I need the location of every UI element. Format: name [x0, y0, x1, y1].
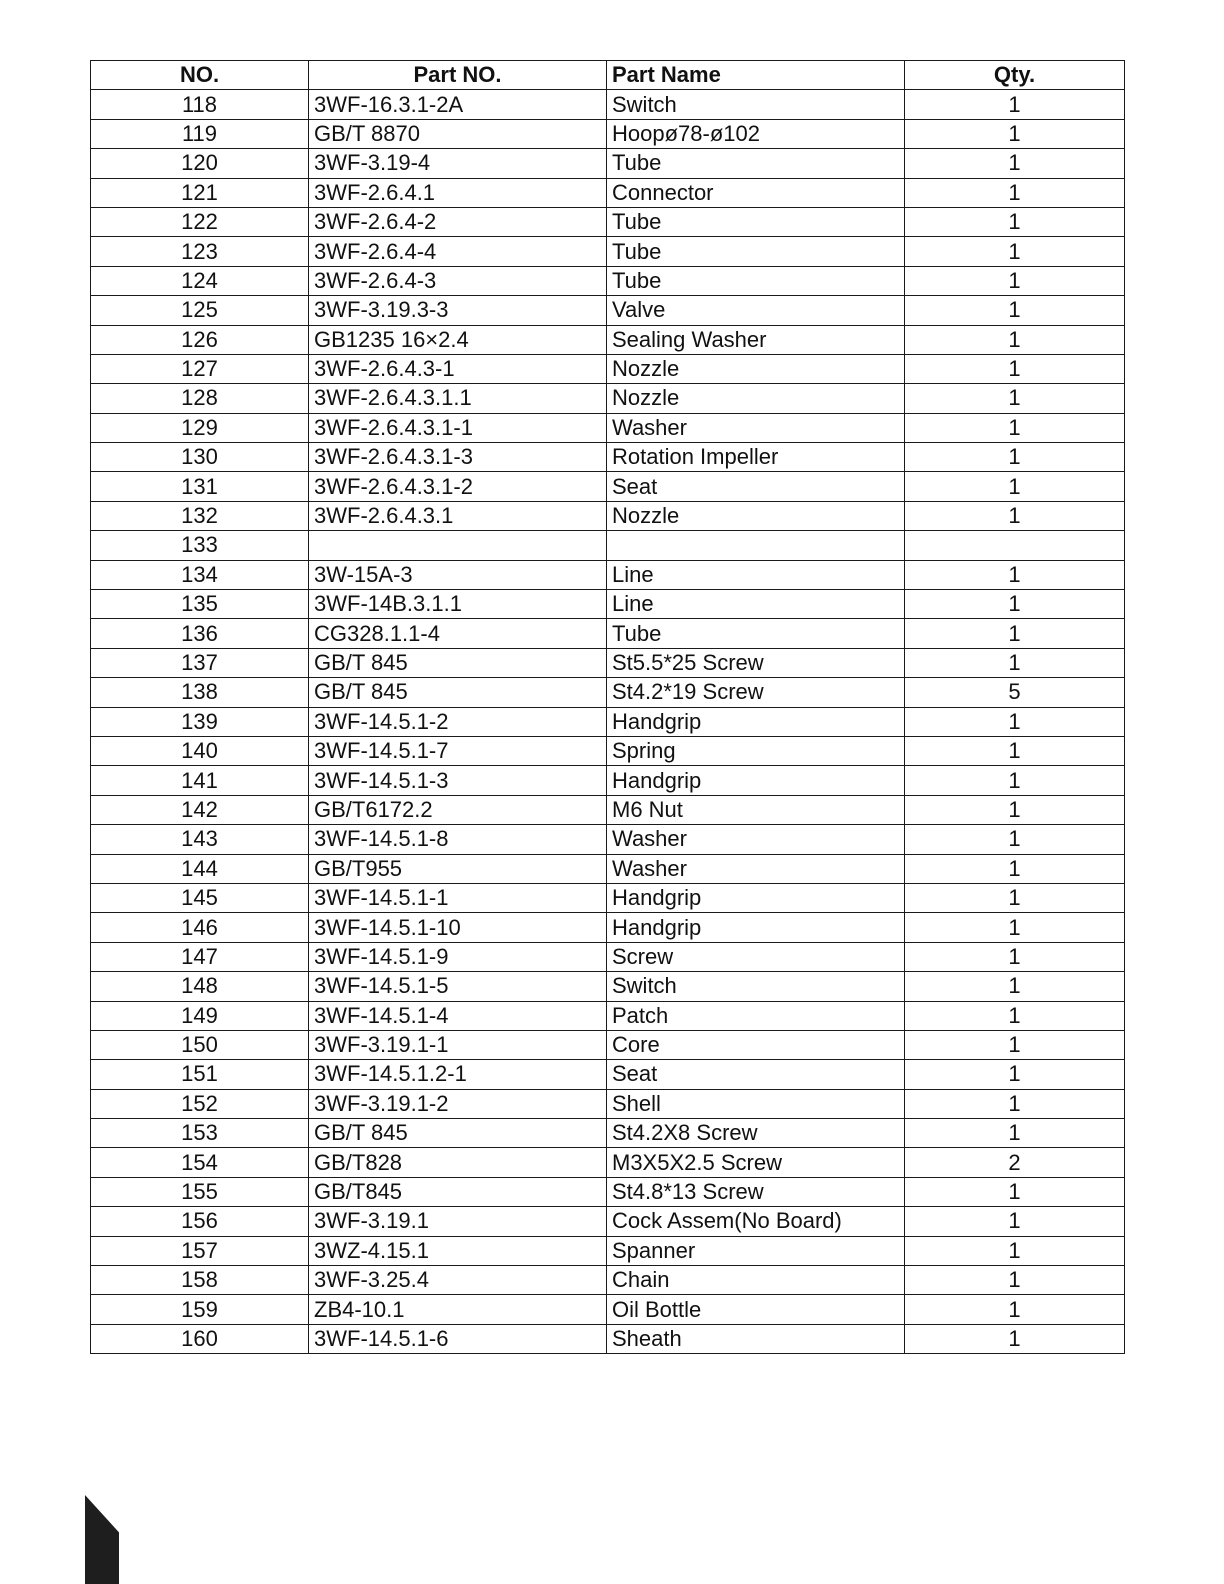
- cell-qty: 1: [905, 972, 1125, 1001]
- cell-part-no: 3WF-14B.3.1.1: [309, 590, 607, 619]
- cell-no: 143: [91, 825, 309, 854]
- cell-qty: 1: [905, 237, 1125, 266]
- cell-part-no: 3WF-3.19.1-2: [309, 1089, 607, 1118]
- cell-no: 124: [91, 266, 309, 295]
- cell-qty: 1: [905, 472, 1125, 501]
- cell-part-name: Handgrip: [607, 883, 905, 912]
- table-row: [91, 678, 1125, 707]
- cell-part-no: 3WF-2.6.4.3-1: [309, 354, 607, 383]
- table-row: [91, 1207, 1125, 1236]
- table-row: [91, 413, 1125, 442]
- table-row: [91, 384, 1125, 413]
- table-row: [91, 883, 1125, 912]
- table-row: [91, 707, 1125, 736]
- cell-no: 129: [91, 413, 309, 442]
- table-row: [91, 325, 1125, 354]
- cell-part-no: 3WF-14.5.1-4: [309, 1001, 607, 1030]
- cell-part-no: CG328.1.1-4: [309, 619, 607, 648]
- table-row: [91, 766, 1125, 795]
- cell-part-no: 3WF-3.19.1: [309, 1207, 607, 1236]
- cell-qty: 1: [905, 296, 1125, 325]
- cell-part-no: 3WF-14.5.1-1: [309, 883, 607, 912]
- cell-qty: 1: [905, 501, 1125, 530]
- cell-no: 121: [91, 178, 309, 207]
- table-row: [91, 207, 1125, 236]
- table-row: [91, 648, 1125, 677]
- table-row: [91, 1324, 1125, 1353]
- table-row: [91, 266, 1125, 295]
- cell-qty: 1: [905, 1089, 1125, 1118]
- header-part-no: Part NO.: [309, 61, 607, 90]
- header-part-name: Part Name: [607, 61, 905, 90]
- cell-part-name: Switch: [607, 972, 905, 1001]
- cell-part-name: Oil Bottle: [607, 1295, 905, 1324]
- cell-part-name: Nozzle: [607, 384, 905, 413]
- cell-part-name: Washer: [607, 825, 905, 854]
- cell-part-name: Tube: [607, 237, 905, 266]
- table-row: [91, 1295, 1125, 1324]
- cell-qty: 1: [905, 736, 1125, 765]
- cell-no: 135: [91, 590, 309, 619]
- cell-no: 156: [91, 1207, 309, 1236]
- cell-part-no: GB/T955: [309, 854, 607, 883]
- cell-no: 151: [91, 1060, 309, 1089]
- cell-no: 136: [91, 619, 309, 648]
- cell-part-no: 3WF-2.6.4.3.1.1: [309, 384, 607, 413]
- cell-part-name: Washer: [607, 854, 905, 883]
- cell-no: 139: [91, 707, 309, 736]
- cell-part-name: Cock Assem(No Board): [607, 1207, 905, 1236]
- cell-part-no: 3WF-16.3.1-2A: [309, 90, 607, 119]
- table-row: [91, 443, 1125, 472]
- cell-part-no: 3WF-2.6.4.1: [309, 178, 607, 207]
- cell-part-name: St4.2*19 Screw: [607, 678, 905, 707]
- cell-part-no: 3WF-14.5.1-10: [309, 913, 607, 942]
- cell-part-name: [607, 531, 905, 560]
- cell-qty: 5: [905, 678, 1125, 707]
- table-row: [91, 1148, 1125, 1177]
- cell-part-name: Nozzle: [607, 354, 905, 383]
- cell-no: 119: [91, 119, 309, 148]
- cell-qty: 1: [905, 1266, 1125, 1295]
- cell-part-name: Line: [607, 560, 905, 589]
- parts-list-table: [90, 60, 1125, 1354]
- cell-part-no: 3WF-2.6.4-4: [309, 237, 607, 266]
- cell-no: 120: [91, 149, 309, 178]
- cell-part-no: ZB4-10.1: [309, 1295, 607, 1324]
- cell-no: 149: [91, 1001, 309, 1030]
- cell-qty: 1: [905, 648, 1125, 677]
- cell-no: 138: [91, 678, 309, 707]
- cell-part-no: 3WF-14.5.1-2: [309, 707, 607, 736]
- cell-part-name: St5.5*25 Screw: [607, 648, 905, 677]
- cell-qty: 1: [905, 1001, 1125, 1030]
- header-qty: Qty.: [905, 61, 1125, 90]
- table-row: [91, 1177, 1125, 1206]
- cell-qty: 1: [905, 854, 1125, 883]
- cell-part-name: Washer: [607, 413, 905, 442]
- cell-part-no: GB/T 845: [309, 648, 607, 677]
- cell-no: 142: [91, 795, 309, 824]
- cell-part-name: Valve: [607, 296, 905, 325]
- cell-part-name: Handgrip: [607, 707, 905, 736]
- cell-no: 153: [91, 1119, 309, 1148]
- cell-part-name: Sheath: [607, 1324, 905, 1353]
- cell-part-name: Line: [607, 590, 905, 619]
- table-row: [91, 149, 1125, 178]
- cell-part-no: 3WF-3.19.3-3: [309, 296, 607, 325]
- cell-no: 137: [91, 648, 309, 677]
- cell-part-name: Connector: [607, 178, 905, 207]
- cell-qty: 1: [905, 1060, 1125, 1089]
- cell-part-name: M6 Nut: [607, 795, 905, 824]
- cell-no: 154: [91, 1148, 309, 1177]
- cell-part-no: 3WF-14.5.1-5: [309, 972, 607, 1001]
- cell-part-no: 3W-15A-3: [309, 560, 607, 589]
- cell-qty: 1: [905, 1324, 1125, 1353]
- cell-qty: 1: [905, 1030, 1125, 1059]
- cell-qty: 1: [905, 354, 1125, 383]
- cell-part-no: 3WF-2.6.4-3: [309, 266, 607, 295]
- cell-no: 158: [91, 1266, 309, 1295]
- cell-part-no: 3WF-14.5.1-3: [309, 766, 607, 795]
- cell-part-name: Seat: [607, 472, 905, 501]
- table-row: [91, 795, 1125, 824]
- cell-part-no: GB1235 16×2.4: [309, 325, 607, 354]
- cell-part-name: Switch: [607, 90, 905, 119]
- table-row: [91, 1266, 1125, 1295]
- table-row: [91, 1119, 1125, 1148]
- cell-qty: 1: [905, 149, 1125, 178]
- cell-no: 134: [91, 560, 309, 589]
- table-row: [91, 531, 1125, 560]
- cell-qty: 1: [905, 207, 1125, 236]
- cell-qty: 1: [905, 1119, 1125, 1148]
- cell-part-no: 3WZ-4.15.1: [309, 1236, 607, 1265]
- cell-part-no: GB/T845: [309, 1177, 607, 1206]
- cell-no: 130: [91, 443, 309, 472]
- cell-part-no: 3WF-14.5.1.2-1: [309, 1060, 607, 1089]
- cell-part-name: Spring: [607, 736, 905, 765]
- cell-part-name: Sealing Washer: [607, 325, 905, 354]
- table-row: [91, 1236, 1125, 1265]
- cell-part-no: 3WF-3.25.4: [309, 1266, 607, 1295]
- cell-part-no: GB/T6172.2: [309, 795, 607, 824]
- cell-qty: 1: [905, 413, 1125, 442]
- cell-part-name: Spanner: [607, 1236, 905, 1265]
- header-row: [91, 61, 1125, 90]
- cell-qty: 1: [905, 590, 1125, 619]
- cell-no: 140: [91, 736, 309, 765]
- cell-qty: 1: [905, 1207, 1125, 1236]
- cell-part-name: Rotation Impeller: [607, 443, 905, 472]
- cell-part-no: GB/T828: [309, 1148, 607, 1177]
- cell-part-name: Handgrip: [607, 766, 905, 795]
- cell-part-no: 3WF-2.6.4.3.1-2: [309, 472, 607, 501]
- cell-qty: 1: [905, 913, 1125, 942]
- cell-part-no: GB/T 8870: [309, 119, 607, 148]
- cell-no: 150: [91, 1030, 309, 1059]
- cell-qty: 1: [905, 825, 1125, 854]
- table-row: [91, 972, 1125, 1001]
- table-row: [91, 501, 1125, 530]
- cell-part-no: GB/T 845: [309, 1119, 607, 1148]
- cell-part-no: 3WF-14.5.1-6: [309, 1324, 607, 1353]
- cell-no: 128: [91, 384, 309, 413]
- header-no: NO.: [91, 61, 309, 90]
- cell-qty: 1: [905, 1236, 1125, 1265]
- cell-part-no: 3WF-14.5.1-7: [309, 736, 607, 765]
- cell-qty: 1: [905, 1177, 1125, 1206]
- table-row: [91, 178, 1125, 207]
- cell-qty: 1: [905, 766, 1125, 795]
- cell-qty: 1: [905, 325, 1125, 354]
- cell-part-no: [309, 531, 607, 560]
- cell-part-name: Handgrip: [607, 913, 905, 942]
- cell-qty: 1: [905, 795, 1125, 824]
- cell-qty: 1: [905, 178, 1125, 207]
- cell-no: 126: [91, 325, 309, 354]
- cell-no: 157: [91, 1236, 309, 1265]
- cell-part-name: Tube: [607, 266, 905, 295]
- cell-no: 147: [91, 942, 309, 971]
- cell-qty: 1: [905, 266, 1125, 295]
- cell-part-no: 3WF-3.19.1-1: [309, 1030, 607, 1059]
- cell-qty: 1: [905, 443, 1125, 472]
- table-row: [91, 560, 1125, 589]
- table-row: [91, 854, 1125, 883]
- cell-no: 145: [91, 883, 309, 912]
- table-row: [91, 590, 1125, 619]
- table-row: [91, 1030, 1125, 1059]
- cell-part-name: St4.2X8 Screw: [607, 1119, 905, 1148]
- cell-part-no: 3WF-14.5.1-8: [309, 825, 607, 854]
- table-row: [91, 354, 1125, 383]
- page-corner-tab: [85, 1495, 119, 1584]
- cell-no: 131: [91, 472, 309, 501]
- cell-part-name: Nozzle: [607, 501, 905, 530]
- table-row: [91, 736, 1125, 765]
- cell-part-no: 3WF-2.6.4.3.1: [309, 501, 607, 530]
- cell-no: 160: [91, 1324, 309, 1353]
- cell-part-name: M3X5X2.5 Screw: [607, 1148, 905, 1177]
- cell-qty: 1: [905, 619, 1125, 648]
- table-row: [91, 472, 1125, 501]
- cell-part-name: Patch: [607, 1001, 905, 1030]
- cell-no: 127: [91, 354, 309, 383]
- cell-part-no: 3WF-2.6.4.3.1-1: [309, 413, 607, 442]
- cell-part-no: 3WF-2.6.4-2: [309, 207, 607, 236]
- cell-qty: 1: [905, 560, 1125, 589]
- cell-part-name: Shell: [607, 1089, 905, 1118]
- table-row: [91, 237, 1125, 266]
- cell-no: 133: [91, 531, 309, 560]
- cell-part-name: Tube: [607, 149, 905, 178]
- cell-no: 144: [91, 854, 309, 883]
- table-row: [91, 90, 1125, 119]
- cell-part-name: Core: [607, 1030, 905, 1059]
- cell-no: 122: [91, 207, 309, 236]
- cell-no: 123: [91, 237, 309, 266]
- cell-no: 141: [91, 766, 309, 795]
- table-row: [91, 942, 1125, 971]
- cell-no: 152: [91, 1089, 309, 1118]
- cell-no: 148: [91, 972, 309, 1001]
- table-row: [91, 119, 1125, 148]
- cell-qty: 1: [905, 90, 1125, 119]
- cell-no: 159: [91, 1295, 309, 1324]
- table-row: [91, 1060, 1125, 1089]
- cell-part-name: Screw: [607, 942, 905, 971]
- cell-part-no: 3WF-14.5.1-9: [309, 942, 607, 971]
- cell-no: 118: [91, 90, 309, 119]
- table-row: [91, 1001, 1125, 1030]
- cell-part-name: Chain: [607, 1266, 905, 1295]
- table-row: [91, 296, 1125, 325]
- cell-part-name: Tube: [607, 619, 905, 648]
- cell-qty: 1: [905, 1295, 1125, 1324]
- cell-part-name: Tube: [607, 207, 905, 236]
- cell-qty: 1: [905, 942, 1125, 971]
- cell-part-name: St4.8*13 Screw: [607, 1177, 905, 1206]
- table-row: [91, 913, 1125, 942]
- cell-no: 125: [91, 296, 309, 325]
- cell-part-no: GB/T 845: [309, 678, 607, 707]
- cell-no: 155: [91, 1177, 309, 1206]
- table-header: [91, 61, 1125, 90]
- cell-part-no: 3WF-3.19-4: [309, 149, 607, 178]
- cell-qty: 1: [905, 883, 1125, 912]
- cell-qty: 1: [905, 119, 1125, 148]
- cell-qty: [905, 531, 1125, 560]
- cell-no: 132: [91, 501, 309, 530]
- cell-qty: 1: [905, 384, 1125, 413]
- cell-qty: 2: [905, 1148, 1125, 1177]
- table-row: [91, 619, 1125, 648]
- table-row: [91, 1089, 1125, 1118]
- cell-qty: 1: [905, 707, 1125, 736]
- cell-no: 146: [91, 913, 309, 942]
- cell-part-name: Seat: [607, 1060, 905, 1089]
- cell-part-no: 3WF-2.6.4.3.1-3: [309, 443, 607, 472]
- table-row: [91, 825, 1125, 854]
- table-body: [91, 90, 1125, 1354]
- cell-part-name: Hoopø78-ø102: [607, 119, 905, 148]
